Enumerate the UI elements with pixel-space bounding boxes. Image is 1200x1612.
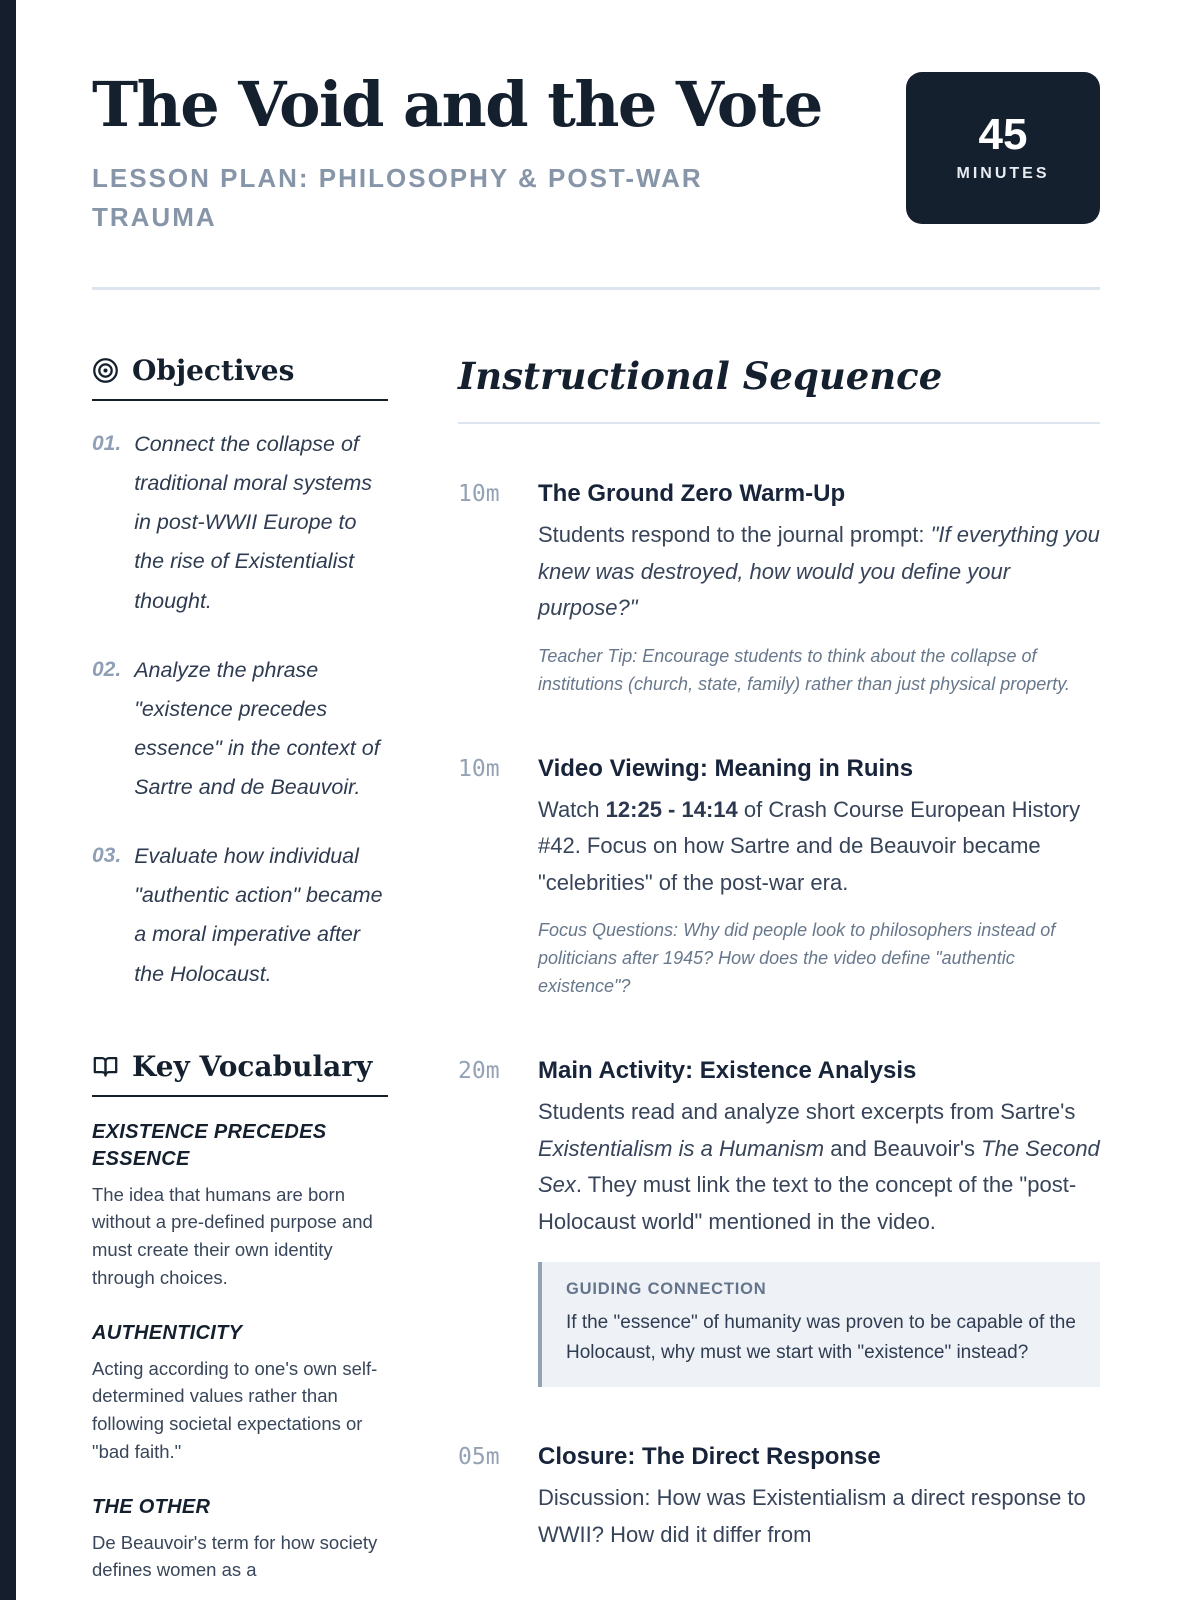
callout-label: GUIDING CONNECTION bbox=[566, 1280, 767, 1299]
step-description: Students read and analyze short excerpts from Sartre's Existentialism is a Humanism and Beauvoir's The Second Sex. They must link the text to the concept of the "post-Holocaust world" mentioned in the video. bbox=[538, 1099, 1100, 1234]
step-title: Video Viewing: Meaning in Ruins bbox=[538, 754, 914, 782]
step-time: 10m bbox=[458, 755, 500, 782]
objective-number: 02. bbox=[92, 657, 122, 681]
sequence-step bbox=[458, 753, 1100, 1001]
vocab-term-name: THE OTHER bbox=[92, 1495, 211, 1518]
sequence-step bbox=[458, 1441, 1100, 1553]
page-subtitle: LESSON PLAN: PHILOSOPHY & POST-WAR TRAUMA bbox=[92, 163, 703, 233]
step-description: Students respond to the journal prompt: "If everything you knew was destroyed, how would you define your purpose?" bbox=[538, 522, 1100, 621]
vocab-term-name: AUTHENTICITY bbox=[92, 1321, 243, 1344]
step-title: The Ground Zero Warm-Up bbox=[538, 480, 846, 508]
step-time: 20m bbox=[458, 1058, 500, 1085]
header-text bbox=[92, 68, 822, 237]
step-title: Main Activity: Existence Analysis bbox=[538, 1057, 917, 1085]
sequence-heading: Instructional Sequence bbox=[458, 354, 1100, 424]
step-time: 05m bbox=[458, 1444, 500, 1471]
sequence-step bbox=[458, 478, 1100, 699]
sequence-step bbox=[458, 1055, 1100, 1387]
page-edge-stripe bbox=[0, 0, 16, 1600]
step-tip: Teacher Tip: Encourage students to think about the collapse of institutions (church, state, family) rather than just physical property. bbox=[538, 645, 1070, 694]
vocab-entry bbox=[92, 1320, 388, 1466]
instructional-sequence bbox=[458, 354, 1100, 1612]
step-description: Watch 12:25 - 14:14 of Crash Course European History #42. Focus on how Sartre and de Beauvoir became "celebrities" of the post-war era. bbox=[538, 796, 1081, 895]
step-title: Closure: The Direct Response bbox=[538, 1443, 881, 1471]
objectives-list bbox=[92, 425, 388, 994]
target-icon bbox=[92, 357, 119, 384]
step-description: Discussion: How was Existentialism a direct response to WWII? How did it differ from bbox=[538, 1485, 1086, 1547]
objective-item bbox=[92, 651, 388, 808]
vocab-term-definition: The idea that humans are born without a pre-defined purpose and must create their own identity through choices. bbox=[92, 1183, 373, 1288]
step-body bbox=[538, 478, 1100, 699]
page-title: The Void and the Vote bbox=[92, 68, 822, 141]
objective-text: Evaluate how individual "authentic action" became a moral imperative after the Holocaust. bbox=[134, 844, 383, 986]
guiding-connection-callout bbox=[538, 1262, 1100, 1387]
duration-badge bbox=[906, 72, 1100, 224]
objective-number: 03. bbox=[92, 844, 122, 868]
step-body bbox=[538, 753, 1100, 1001]
sequence-steps bbox=[458, 478, 1100, 1553]
objective-item bbox=[92, 837, 388, 994]
book-icon bbox=[92, 1053, 119, 1080]
sidebar bbox=[92, 354, 388, 1612]
vocabulary-section bbox=[92, 1050, 388, 1585]
objective-item bbox=[92, 425, 388, 621]
objective-number: 01. bbox=[92, 432, 122, 456]
vocab-entry bbox=[92, 1119, 388, 1292]
vocab-term-definition: De Beauvoir's term for how society defines women as a bbox=[92, 1531, 378, 1581]
vocabulary-heading-label: Key Vocabulary bbox=[132, 1049, 373, 1083]
objective-text: Connect the collapse of traditional moral systems in post-WWII Europe to the rise of Existentialist thought. bbox=[134, 432, 372, 613]
vocab-term-definition: Acting according to one's own self-determined values rather than following societal expectations or "bad faith." bbox=[92, 1357, 378, 1462]
vocabulary-list bbox=[92, 1119, 388, 1585]
step-body bbox=[538, 1055, 1100, 1387]
objectives-heading-label: Objectives bbox=[132, 354, 295, 388]
step-tip: Focus Questions: Why did people look to philosophers instead of politicians after 1945? How does the video define "authentic existence"? bbox=[538, 920, 1056, 997]
header bbox=[92, 68, 1100, 237]
callout-text: If the "essence" of humanity was proven to be capable of the Holocaust, why must we start with "existence" instead? bbox=[566, 1312, 1076, 1363]
step-body bbox=[538, 1441, 1100, 1553]
step-time: 10m bbox=[458, 481, 500, 508]
objective-text: Analyze the phrase "existence precedes essence" in the context of Sartre and de Beauvoir. bbox=[134, 657, 380, 800]
duration-value: 45 bbox=[978, 110, 1028, 159]
vocab-term-name: EXISTENCE PRECEDES ESSENCE bbox=[92, 1120, 327, 1170]
header-divider bbox=[92, 287, 1100, 290]
duration-unit: MINUTES bbox=[956, 165, 1050, 182]
vocabulary-heading bbox=[92, 1050, 388, 1097]
content-columns bbox=[92, 354, 1100, 1612]
vocab-entry bbox=[92, 1494, 388, 1585]
objectives-heading bbox=[92, 354, 388, 401]
